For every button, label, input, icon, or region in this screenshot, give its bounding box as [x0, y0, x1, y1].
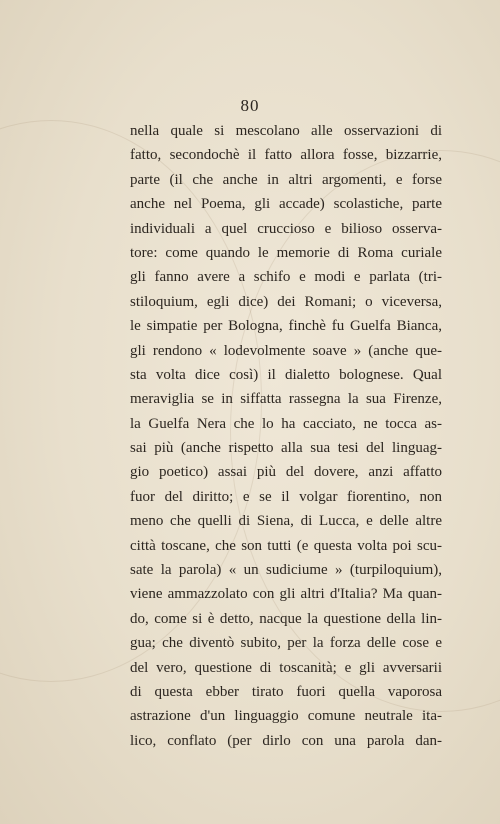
text-line: gli rendono « lodevolmente soave » (anche que-	[130, 342, 442, 359]
text-line: astrazione d'un linguaggio comune neutrale ita-	[130, 708, 442, 725]
text-line: gua; che diventò subito, per la forza delle cose e	[130, 635, 442, 652]
text-line: sate la parola) « un sudiciume » (turpiloquium),	[130, 562, 442, 579]
text-line: viene ammazzolato con gli altri d'Italia? Ma quan-	[130, 586, 442, 603]
text-line: di questa ebber tirato fuori quella vaporosa	[130, 683, 442, 700]
text-line: do, come si è detto, nacque la questione della lin-	[130, 610, 442, 627]
text-line: città toscane, che son tutti (e questa volta poi scu-	[130, 537, 442, 554]
text-line: sta volta dice così) il dialetto bolognese. Qual	[130, 366, 442, 383]
page-number: 80	[240, 96, 260, 115]
text-line: fuor del diritto; e se il volgar fiorentino, non	[130, 488, 442, 505]
text-line: parte (il che anche in altri argomenti, e forse	[130, 171, 442, 188]
text-line: fatto, secondochè il fatto allora fosse, bizzarrie,	[130, 147, 442, 164]
text-line: la Guelfa Nera che lo ha cacciato, ne tocca as-	[130, 415, 442, 432]
text-line: individuali a quel cruccioso e bilioso osserva-	[130, 220, 442, 237]
text-line: lico, conflato (per dirlo con una parola dan-	[130, 732, 442, 749]
text-line: stiloquium, egli dice) dei Romani; o viceversa,	[130, 293, 442, 310]
text-line: nella quale si mescolano alle osservazioni di	[130, 123, 442, 139]
body-text	[130, 119, 442, 753]
text-line: meraviglia se in siffatta rassegna la sua Firenze,	[130, 391, 442, 408]
text-line: gli fanno avere a schifo e modi e parlata (tri-	[130, 269, 442, 286]
text-line: meno che quelli di Siena, di Lucca, e delle altre	[130, 513, 442, 530]
text-line: gio poetico) assai più del dovere, anzi affatto	[130, 464, 442, 481]
text-line: anche nel Poema, gli accade) scolastiche, parte	[130, 196, 442, 213]
text-line: sai più (anche rispetto alla sua tesi del linguag-	[130, 440, 442, 457]
text-line: tore: come quando le memorie di Roma curiale	[130, 244, 442, 261]
text-line: le simpatie per Bologna, finchè fu Guelfa Bianca,	[130, 318, 442, 335]
text-line: del vero, questione di toscanità; e gli avversarii	[130, 659, 442, 676]
